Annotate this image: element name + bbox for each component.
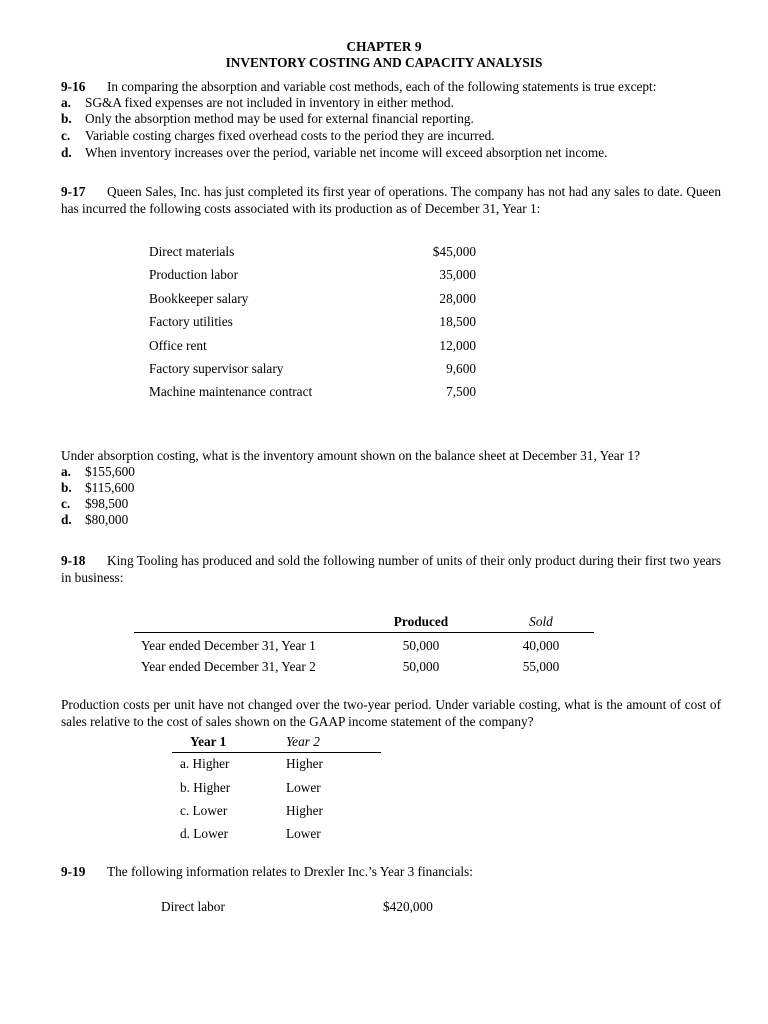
answer-header-year2: Year 2 bbox=[286, 734, 320, 749]
table-cell-sold: 40,000 bbox=[522, 638, 560, 653]
table-row-label: Year ended December 31, Year 2 bbox=[141, 659, 316, 674]
table-cell-sold: 55,000 bbox=[522, 659, 560, 674]
answer-year2: Higher bbox=[286, 756, 323, 771]
cost-label: Bookkeeper salary bbox=[149, 291, 249, 306]
question-9-17-prompt: Under absorption costing, what is the inventory amount shown on the balance sheet at December 31, Year 1? bbox=[61, 448, 641, 463]
option-text: SG&A fixed expenses are not included in inventory in either method. bbox=[85, 95, 454, 110]
question-9-16-stem bbox=[61, 79, 721, 96]
cost-value: 18,500 bbox=[439, 314, 476, 329]
option-9-16-d bbox=[61, 145, 607, 162]
option-letter: d. bbox=[61, 512, 72, 527]
question-stem-text: King Tooling has produced and sold the following number of units of their only product during their first two years in business: bbox=[61, 553, 721, 585]
option-letter: a. bbox=[61, 464, 71, 479]
cost-label: Office rent bbox=[149, 338, 207, 353]
option-9-16-b bbox=[61, 111, 474, 128]
cost-value: 28,000 bbox=[439, 291, 476, 306]
chapter-title: INVENTORY COSTING AND CAPACITY ANALYSIS bbox=[225, 55, 543, 70]
answer-year1: d. Lower bbox=[180, 826, 228, 841]
cost-label: Factory utilities bbox=[149, 314, 233, 329]
question-number: 9-17 bbox=[61, 184, 86, 199]
option-9-17-c bbox=[61, 496, 128, 513]
option-letter: b. bbox=[61, 480, 72, 495]
option-letter: a. bbox=[61, 95, 71, 110]
option-text: $80,000 bbox=[85, 512, 129, 527]
option-text: Variable costing charges fixed overhead costs to the period they are incurred. bbox=[85, 128, 495, 143]
cost-value: $45,000 bbox=[432, 244, 476, 259]
option-text: $98,500 bbox=[85, 496, 129, 511]
answer-year2: Lower bbox=[286, 780, 321, 795]
question-stem-text: In comparing the absorption and variable cost methods, each of the following statements is true except: bbox=[107, 79, 657, 94]
option-9-17-a bbox=[61, 464, 135, 481]
question-stem-text: Queen Sales, Inc. has just completed its first year of operations. The company has not had any sales to date. Queen has incurred the following costs associated with its production as of December 31, Year 1: bbox=[61, 184, 721, 216]
option-9-16-c bbox=[61, 128, 495, 145]
cost-value: $420,000 bbox=[383, 899, 433, 914]
table-row-label: Year ended December 31, Year 1 bbox=[141, 638, 316, 653]
question-number: 9-18 bbox=[61, 553, 86, 568]
answer-year1: b. Higher bbox=[180, 780, 231, 795]
cost-label: Production labor bbox=[149, 267, 239, 282]
option-text: Only the absorption method may be used for external financial reporting. bbox=[85, 111, 474, 126]
question-9-19-stem bbox=[61, 864, 721, 881]
question-stem-text: The following information relates to Drexler Inc.’s Year 3 financials: bbox=[107, 864, 473, 879]
option-letter: c. bbox=[61, 128, 71, 143]
table-rule bbox=[134, 632, 594, 633]
question-number: 9-19 bbox=[61, 864, 86, 879]
answer-year1: c. Lower bbox=[180, 803, 228, 818]
option-text: $155,600 bbox=[85, 464, 135, 479]
table-header-sold: Sold bbox=[529, 614, 553, 629]
answer-rule bbox=[172, 752, 381, 753]
question-9-17-stem bbox=[61, 184, 721, 217]
answer-header-year1: Year 1 bbox=[190, 734, 227, 749]
cost-label: Direct materials bbox=[149, 244, 235, 259]
question-9-18-stem bbox=[61, 553, 721, 586]
option-9-17-d bbox=[61, 512, 128, 529]
cost-label: Machine maintenance contract bbox=[149, 384, 313, 399]
option-9-16-a bbox=[61, 95, 454, 112]
question-number: 9-16 bbox=[61, 79, 86, 94]
question-9-18-prompt: Production costs per unit have not changed over the two-year period. Under variable costing, what is the amount of cost of sales relative to the cost of sales shown on the GAAP income statement of the company? bbox=[61, 697, 721, 729]
cost-value: 7,500 bbox=[446, 384, 476, 399]
table-cell-produced: 50,000 bbox=[402, 659, 440, 674]
option-letter: d. bbox=[61, 145, 72, 160]
option-text: When inventory increases over the period, variable net income will exceed absorption net income. bbox=[85, 145, 608, 160]
chapter-label: CHAPTER 9 bbox=[346, 39, 422, 54]
cost-label: Factory supervisor salary bbox=[149, 361, 284, 376]
cost-value: 9,600 bbox=[446, 361, 476, 376]
table-cell-produced: 50,000 bbox=[402, 638, 440, 653]
table-header-produced: Produced bbox=[393, 614, 449, 629]
cost-label: Direct labor bbox=[161, 899, 225, 914]
cost-value: 12,000 bbox=[439, 338, 476, 353]
cost-value: 35,000 bbox=[439, 267, 476, 282]
option-letter: c. bbox=[61, 496, 71, 511]
answer-year2: Lower bbox=[286, 826, 321, 841]
option-letter: b. bbox=[61, 111, 72, 126]
option-text: $115,600 bbox=[85, 480, 135, 495]
answer-year2: Higher bbox=[286, 803, 323, 818]
option-9-17-b bbox=[61, 480, 134, 497]
answer-year1: a. Higher bbox=[180, 756, 230, 771]
